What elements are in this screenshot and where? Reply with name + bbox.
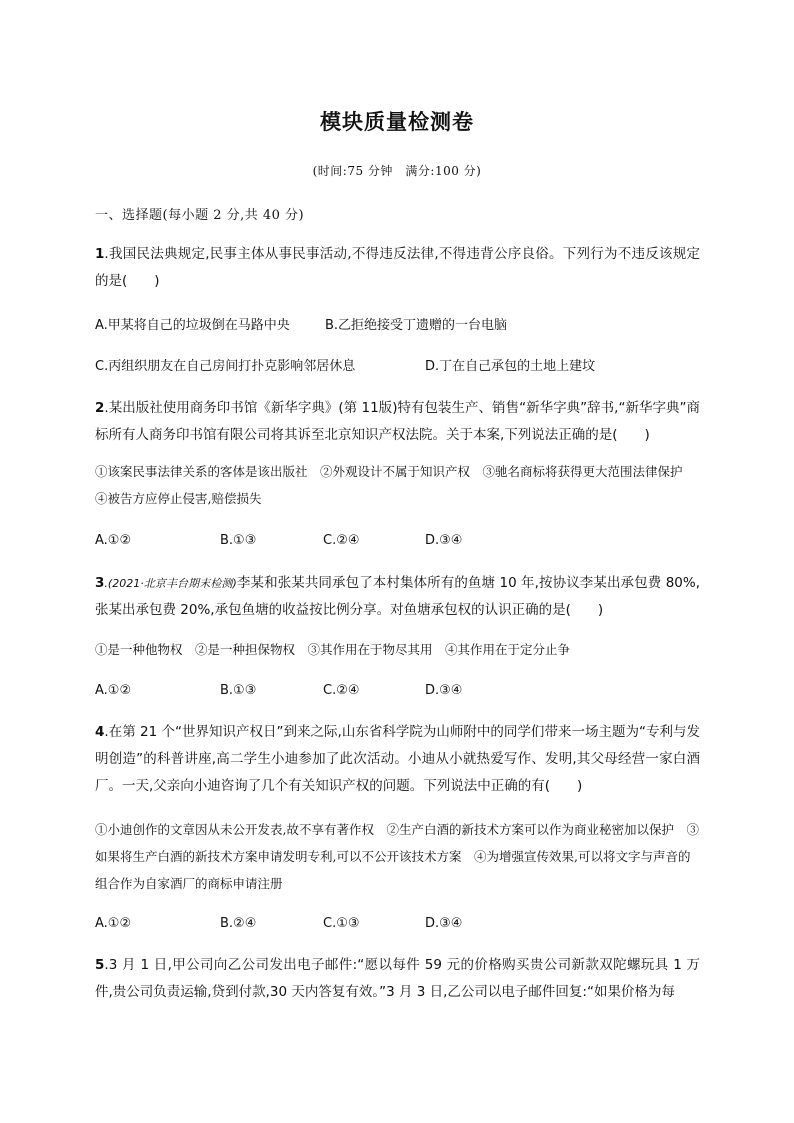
question-number: 4 bbox=[95, 724, 105, 740]
choice-b: B.①③ bbox=[220, 533, 257, 548]
question-number: 1 bbox=[95, 246, 105, 262]
choice-d: D.③④ bbox=[425, 683, 463, 698]
question-stem: .某出版社使用商务印书馆《新华字典》(第 11版)特有包装生产、销售“新华字典”辞书,“新华字典”商标所有人商务印书馆有限公司将其诉至北京知识产权法院。关于本案,下列说法正确的是( ) bbox=[95, 400, 700, 443]
question-stem: .在第 21 个“世界知识产权日”到来之际,山东省科学院为山师附中的同学们带来一场主题为“专利与发明创造”的科普讲座,高二学生小迪参加了此次活动。小迪从小就热爱写作、发明,其父母经营一家白酒厂。一天,父亲向小迪咨询了几个有关知识产权的问题。下列说法中正确的有( ) bbox=[95, 724, 700, 794]
question-5 bbox=[95, 952, 700, 1006]
question-stem: .3 月 1 日,甲公司向乙公司发出电子邮件:“愿以每件 59 元的价格购买贵公司新款双陀螺玩具 1 万件,贵公司负责运输,贷到付款,30 天内答复有效。”3 月 3 日,乙公司以电子邮件回复:“如果价格为每 bbox=[95, 957, 700, 1000]
question-2-choices bbox=[95, 533, 700, 553]
choice-b: B.①③ bbox=[220, 683, 257, 698]
question-4-statements: ①小迪创作的文章因从未公开发表,故不享有著作权 ②生产白酒的新技术方案可以作为商业秘密加以保护 ③如果将生产白酒的新技术方案申请发明专利,可以不公开该技术方案 ④为增强宣传效果,可以将文字与声音的组合作为自家酒厂的商标申请注册 bbox=[95, 822, 699, 891]
choice-c: C.②④ bbox=[323, 533, 360, 548]
question-source: .(2021·北京丰台期末检测) bbox=[104, 577, 237, 590]
choice-b: B.乙拒绝接受丁遗赠的一台电脑 bbox=[325, 318, 508, 333]
choice-d: D.③④ bbox=[425, 916, 463, 931]
question-1-choices-row-1 bbox=[95, 314, 700, 334]
question-2 bbox=[95, 395, 700, 449]
choice-a: A.①② bbox=[95, 533, 132, 548]
choice-c: C.②④ bbox=[323, 683, 360, 698]
choice-a: A.①② bbox=[95, 916, 132, 931]
question-4-choices bbox=[95, 916, 700, 936]
question-number: 2 bbox=[95, 400, 105, 416]
choice-a: A.①② bbox=[95, 683, 132, 698]
question-3 bbox=[95, 570, 700, 624]
choice-c: C.丙组织朋友在自己房间打扑克影响邻居休息 bbox=[95, 359, 356, 374]
choice-b: B.②④ bbox=[220, 916, 257, 931]
question-1 bbox=[95, 241, 700, 295]
choice-d: D.丁在自己承包的土地上建坟 bbox=[425, 359, 596, 374]
question-number: 5 bbox=[95, 957, 105, 973]
question-stem: 李某和张某共同承包了本村集体所有的鱼塘 10 年,按协议李某出承包费 80%,张某出承包费 20%,承包鱼塘的收益按比例分享。对鱼塘承包权的认识正确的是( ) bbox=[95, 575, 701, 618]
choice-a: A.甲某将自己的垃圾倒在马路中央 bbox=[95, 318, 290, 333]
question-number: 3 bbox=[95, 575, 105, 591]
question-4 bbox=[95, 719, 700, 800]
question-3-statements: ①是一种他物权 ②是一种担保物权 ③其作用在于物尽其用 ④其作用在于定分止争 bbox=[95, 642, 571, 657]
section-heading: 一、选择题(每小题 2 分,共 40 分) bbox=[95, 208, 305, 223]
question-2-statements: ①该案民事法律关系的客体是该出版社 ②外观设计不属于知识产权 ③驰名商标将获得更大范围法律保护 ④被告方应停止侵害,赔偿损失 bbox=[95, 464, 696, 506]
question-stem: .我国民法典规定,民事主体从事民事活动,不得违反法律,不得违背公序良俗。下列行为不违反该规定的是( ) bbox=[95, 246, 700, 289]
choice-d: D.③④ bbox=[425, 533, 463, 548]
exam-time-score: (时间:75 分钟 满分:100 分) bbox=[312, 164, 482, 178]
page-title: 模块质量检测卷 bbox=[320, 110, 474, 134]
question-1-choices-row-2 bbox=[95, 355, 700, 375]
choice-c: C.①③ bbox=[323, 916, 360, 931]
question-3-choices bbox=[95, 683, 700, 703]
